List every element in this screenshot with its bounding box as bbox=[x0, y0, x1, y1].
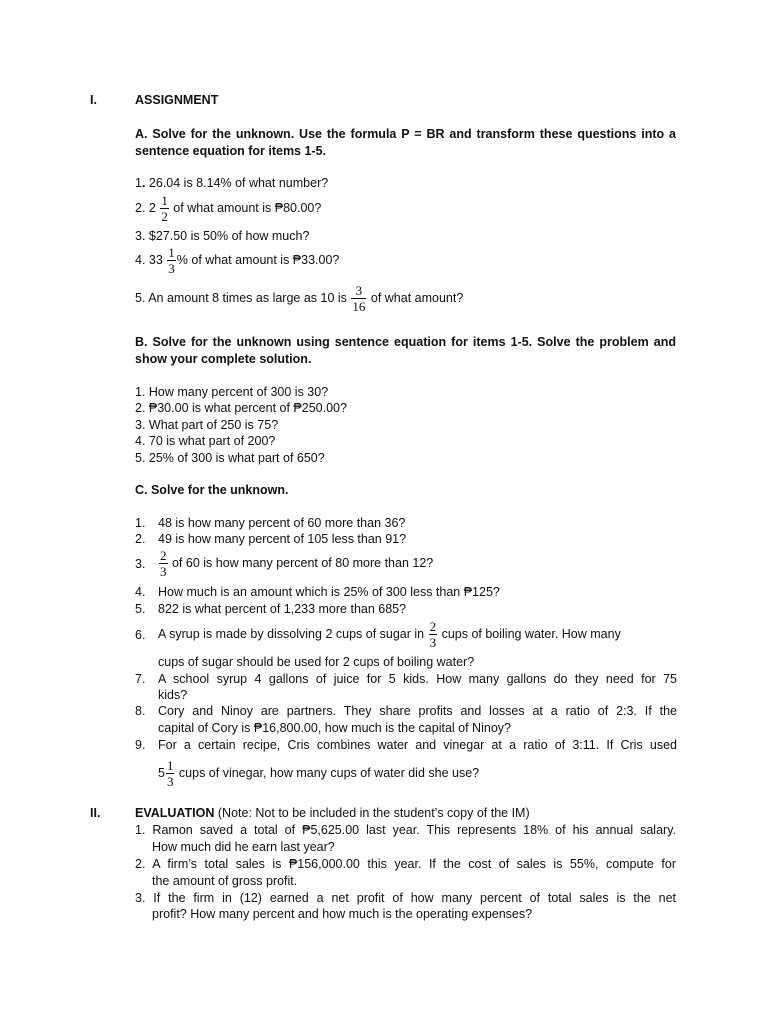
item-text: cups of vinegar, how many cups of water did she use? bbox=[175, 766, 480, 780]
part-b-item: 1. How many percent of 300 is 30? bbox=[135, 385, 329, 399]
part-c-item-8-cont: capital of Cory is ₱16,800.00, how much is the capital of Ninoy? bbox=[158, 721, 511, 735]
fraction-denominator: 3 bbox=[429, 635, 437, 651]
fraction bbox=[351, 284, 366, 313]
part-b-item: 3. What part of 250 is 75? bbox=[135, 417, 279, 432]
part-c-item-9: For a certain recipe, Cris combines water and vinegar at a ratio of 3:11. If Cris used bbox=[158, 738, 677, 752]
item-number: 6. bbox=[135, 628, 146, 642]
fraction-denominator: 3 bbox=[166, 774, 174, 790]
fraction-denominator: 3 bbox=[160, 564, 167, 580]
part-c-item-5: 822 is what percent of 1,233 more than 685? bbox=[158, 602, 407, 616]
evaluation-item-3: 3. If the firm in (12) earned a net profit of how many percent of total sales is the net bbox=[135, 891, 676, 905]
fraction-numerator: 2 bbox=[160, 548, 167, 564]
item-prefix: 5. An amount 8 times as large as 10 is bbox=[135, 291, 351, 305]
item-number: 1. bbox=[135, 516, 146, 530]
part-a-item-2 bbox=[135, 193, 321, 223]
evaluation-item-1: 1. Ramon saved a total of ₱5,625.00 last year. This represents 18% of his annual salary. bbox=[135, 823, 676, 837]
part-b-heading: B. Solve for the unknown using sentence equation for items 1-5. Solve the problem and show your complete solution. bbox=[135, 335, 676, 366]
part-c-item-2: 49 is how many percent of 105 less than 91? bbox=[158, 532, 407, 546]
item-number: 2. bbox=[135, 532, 146, 546]
item-prefix: 2. 2 bbox=[135, 201, 160, 215]
part-b-list bbox=[135, 384, 347, 466]
fraction-numerator: 1 bbox=[168, 245, 175, 261]
section-numeral: I. bbox=[90, 93, 97, 107]
item-text: of 60 is how many percent of 80 more than 12? bbox=[168, 556, 434, 570]
item-number: 4. bbox=[135, 585, 146, 599]
part-c-item-8: Cory and Ninoy are partners. They share profits and losses at a ratio of 2:3. If the bbox=[158, 704, 677, 718]
fraction bbox=[160, 194, 169, 223]
part-c-item-6-cont: cups of sugar should be used for 2 cups of boiling water? bbox=[158, 655, 475, 669]
fraction bbox=[167, 246, 176, 275]
fraction bbox=[159, 549, 168, 578]
part-b-item: 2. ₱30.00 is what percent of ₱250.00? bbox=[135, 401, 347, 416]
evaluation-heading bbox=[135, 806, 530, 820]
item-number: 3. bbox=[135, 557, 146, 571]
part-a-item-5 bbox=[135, 282, 463, 314]
part-c-item-1: 48 is how many percent of 60 more than 36? bbox=[158, 516, 406, 530]
item-number: 9. bbox=[135, 738, 146, 752]
fraction-numerator: 1 bbox=[166, 758, 174, 774]
fraction-denominator: 3 bbox=[168, 261, 175, 277]
part-c-item-6 bbox=[158, 617, 676, 652]
part-b-item: 5. 25% of 300 is what part of 650? bbox=[135, 450, 325, 465]
part-c-heading: C. Solve for the unknown. bbox=[135, 483, 289, 497]
fraction bbox=[429, 620, 438, 649]
item-suffix: of what amount is ₱80.00? bbox=[169, 201, 322, 215]
part-a-item-4 bbox=[135, 245, 339, 275]
evaluation-item-2: 2. A firm’s total sales is ₱156,000.00 this year. If the cost of sales is 55%, compute for bbox=[135, 857, 676, 871]
fraction-numerator: 2 bbox=[429, 619, 437, 635]
part-a-heading: A. Solve for the unknown. Use the formula P = BR and transform these questions into a sentence equation for items 1-5. bbox=[135, 127, 676, 158]
item-suffix: of what amount? bbox=[367, 291, 464, 305]
part-b-item: 4. 70 is what part of 200? bbox=[135, 434, 276, 449]
item-number: 5. bbox=[135, 602, 146, 616]
item-number: 1 bbox=[135, 176, 142, 190]
item-text: 26.04 is 8.14% of what number? bbox=[145, 176, 329, 190]
section-note: (Note: Not to be included in the student’s copy of the IM) bbox=[214, 806, 530, 820]
part-c-item-3 bbox=[158, 546, 433, 581]
fraction bbox=[166, 759, 175, 788]
fraction-denominator: 2 bbox=[161, 209, 168, 225]
item-prefix: 4. 33 bbox=[135, 253, 167, 267]
item-text: cups of boiling water. How many bbox=[438, 627, 621, 641]
fraction-numerator: 3 bbox=[351, 284, 366, 299]
part-a-item-3: 3. $27.50 is 50% of how much? bbox=[135, 229, 310, 243]
part-a-item-1 bbox=[135, 176, 328, 190]
section-numeral: II. bbox=[90, 806, 101, 820]
section-title: EVALUATION bbox=[135, 806, 215, 820]
fraction-numerator: 1 bbox=[161, 193, 168, 209]
part-c-item-4: How much is an amount which is 25% of 300 less than ₱125? bbox=[158, 585, 500, 599]
evaluation-item-2-cont: the amount of gross profit. bbox=[152, 874, 298, 888]
part-c-item-9-cont bbox=[158, 756, 479, 790]
fraction-denominator: 16 bbox=[352, 299, 366, 315]
item-dot: . bbox=[141, 176, 146, 190]
evaluation-item-1-cont: How much did he earn last year? bbox=[152, 840, 335, 854]
item-suffix: % of what amount is ₱33.00? bbox=[176, 253, 340, 267]
item-number: 7. bbox=[135, 672, 146, 686]
evaluation-item-3-cont: profit? How many percent and how much is the operating expenses? bbox=[152, 907, 533, 921]
item-text: A syrup is made by dissolving 2 cups of sugar in bbox=[158, 627, 428, 641]
item-number: 8. bbox=[135, 704, 146, 718]
section-title: ASSIGNMENT bbox=[135, 93, 219, 107]
part-c-item-7: A school syrup 4 gallons of juice for 5 kids. How many gallons do they need for 75 bbox=[158, 672, 677, 686]
mixed-number-whole: 5 bbox=[158, 766, 165, 780]
part-c-item-7-cont: kids? bbox=[158, 688, 188, 702]
